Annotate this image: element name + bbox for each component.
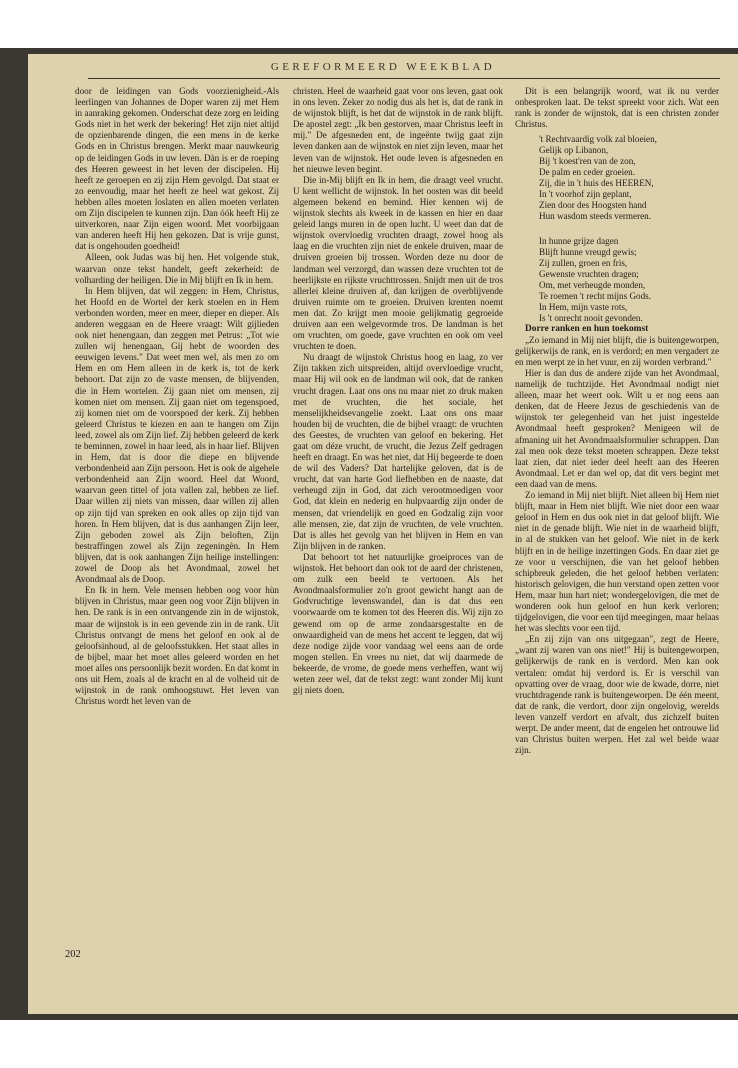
poem-line: De palm en ceder groeien. xyxy=(539,167,636,178)
poem-line: 't Rechtvaardig volk zal bloeien, xyxy=(539,134,657,145)
paragraph: Alleen, ook Judas was bij hen. Het volgende stuk, waarvan onze tekst handelt, geeft zekerheid: de volharding der heiligen. Die in Mij blijft en Ik in hem. xyxy=(75,252,279,285)
paragraph: In Hem blijven, dat wil zeggen: in Hem, Christus, het Hoofd en de Wortel der kerk stoelen en in Hem verbonden worden, meer en meer, dieper en dieper. Als anderen weggaan en de Heere vraagt: Wilt gijlieden ook niet henengaan, dan zeggen met Petrus: „Tot wie zullen wij henengaan, Gij hebt de woorden des eeuwigen levens." Dat weet men wel, als men zo om Hem en om Hem alleen in de kerk is, tot de kerk behoort. Dat zijn zo de vaste mensen, de blijvenden, die in Hem wortelen. Zij gaan niet om mensen, zij komen niet om mensen. Zij gaan niet om tegenspoed, zij komen niet om de voorspoed der kerk. Zij hebben geleerd Christus te kiezen en aan te hangen om Zijn leed, zowel als om Zijn lief. Zij hebben geleerd de kerk te beminnen, zowel in haar leed, als in haar lief. Blijven in Hem, dat is door die diepe en blijvende verbondenheid aan Zijn persoon. Het is ook de algehele verbondenheid aan Zijn woord. Heel dat Woord, waarvan geen tittel of jota vallen zal, hebben ze lief. Daar willen zij niets van missen, daar willen zij allen op zijn tijd van spreken en ook alles op zijn tijd van horen. In Hem blijven, dat is dus aanhangen Zijn leer, Zijn geboden zowel als Zijn beloften, Zijn bestraffingen zowel als Zijn zegeningèn. In Hem blijven, dat is ook aanhangen Zijn heilige instellingen: zowel de Doop als het Avondmaal, zowel het Avondmaal als de Doop. xyxy=(75,285,279,585)
paragraph: Hier is dan dus de andere zijde van het Avondmaal, namelijk de tuchtzijde. Het Avondmaal nodigt niet alleen, maar het weert ook. Wilt u er nog eens aan denken, dat de Heere Jezus de geschiedenis van de wijnstok ter gelegenheid van het juist ingestelde Avondmaal heeft gesproken? Menigeen wil de afmaning uit het Avondmaalsformulier schrappen. Dan zal men ook deze tekst moeten schrappen. Deze tekst laat zien, dat niet ieder deel heeft aan des Heeren Avondmaal. Let er dan wel op, dat dit vers begint met een daad van de mens. xyxy=(515,368,719,489)
page-number: 202 xyxy=(65,949,81,960)
poem-line: Te roemen 't recht mijns Gods. xyxy=(539,290,651,301)
paragraph: Zo iemand in Mij niet blijft. Niet alleen bij Hem niet blijft, maar in Hem niet blijft. Wie niet door een waar geloof in Hem en dus ook niet in dat geloof blijft. Wie niet in de genade blijft. Wie niet in de waarheid blijft, in al de stukken van het geloof. Wie niet in de kerk blijft en in de heilige inzettingen Gods. En daar ziet ge ze voor u verschijnen, die van het geloof hebben schipbreuk geleden, die het geloof hebben verlaten: historisch gelovigen, die hun verstand open zetten voor Hem, maar hun hart niet; wondergelovigen, die met de wonderen ook hun geloof en hun kerk verloren; tijdgelovigen, die voor een tijd meegingen, maar helaas het was slechts voor een tijd. xyxy=(515,490,719,634)
poem-line: Hun wasdom steeds vermeren. xyxy=(539,211,652,222)
poem-line: Zij zullen, groen en fris, xyxy=(539,257,628,268)
psalm-verse-1 xyxy=(539,134,719,222)
stanza-gap xyxy=(515,222,719,232)
column-1 xyxy=(75,86,279,707)
psalm-verse-2 xyxy=(539,236,719,324)
poem-line: In Hem, mijn vaste rots, xyxy=(539,301,628,312)
column-3 xyxy=(515,86,719,756)
paragraph: „Zo iemand in Mij niet blijft, die is buitengeworpen, gelijkerwijs de rank, en is verdord; en men vergadert ze en men werpt ze in het vuur, en zij worden verbrand." xyxy=(515,334,719,367)
paragraph: Die in-Mij blijft en Ik in hem, die draagt veel vrucht. U kent wellicht de wijnstok. In het oosten was dit beeld algemeen bekend en bemind. Hier kennen wij de wijnstok slechts als kweek in de kassen en hier en daar geleid langs muren in de open lucht. U weet dan dat de wijnstok overvloedig vruchten draagt, zowel hoog als laag en die vruchten zijn niet de enkele druiven, maar de druiven groeien bij trossen. Worden deze nu door de landman wel verzorgd, dan wassen deze vruchten tot de heerlijkste en rijkste vruchttrossen. Snijdt men uit de tros allerlei kleine druiven af, dan krijgen de overblijvende druiven ruimte om te groeien. Druiven krenten noemt men dat. Zo krijgt men mooie gelijkmatig gegroeide druiven aan een welgevormde tros. De landman is het om vruchten, om goede, gave vruchten en ook om veel vruchten te doen. xyxy=(293,174,503,352)
paragraph: Dat behoort tot het natuurlijke groeiproces van de wijnstok. Het behoort dan ook tot de aard der christenen, om zulk een beeld te vertonen. Als het Avondmaalsformulier zo'n groot gewicht hangt aan de Godvruchtige levenswandel, dan is dat dus een voorwaarde om te komen tot des Heeren dis. Wij zijn zo gewend om op de arme zondaarsgestalte en de onwaardigheid van de mens het accent te leggen, dat wij deze nodige zijde voor vandaag wel eens aan de orde mogen stellen. En vrees nu niet, dat wij daarmede de bekeerde, de vrome, de goede mens verheffen, want wij weten zeer wel, dat de tekst zegt: want zonder Mij kunt gij niets doen. xyxy=(293,551,503,696)
section-heading: Dorre ranken en hun toekomst xyxy=(525,323,649,334)
paragraph: door de leidingen van Gods voorzienigheid.-Als leerlingen van Johannes de Doper waren zij met Hem in aanraking gekomen. Onderschat deze zorg en leiding Gods niet in het werk der bekering! Het zijn niet altijd de opzienbarende dingen, die een mens in de kerke Gods en in Christus brengen. Merkt maar nauwkeurig op de leidingen Gods in uw leven. Dàn is er de roeping des Heeren geweest in het leven der discipelen. Hij heeft ze geroepen en zij zijn Hem gevolgd. Dat staat er zo eenvoudig, maar het heeft ze heel wat gekost. Zij hebben alles moeten loslaten en allen moeten verlaten om Zijn discipelen te kunnen zijn. Dan óók heeft Hij ze uitverkoren, naar Zijn eigen woord. Met voorbijgaan van anderen heeft Hij hen gekozen. Dat is vrije gunst, dat is ongehouden goedheid! xyxy=(75,86,279,252)
poem-line: Om, met verheugde monden, xyxy=(539,279,646,290)
paragraph: christen. Heel de waarheid gaat voor ons leven, gaat ook in ons leven. Zeker zo nodig dus als het is, dat de rank in de wijnstok blijft, is het dat de wijnstok in de rank blijft. De apostel zegt: „Ik ben gestorven, maar Christus leeft in mij." De afgesneden ent, de ingeënte twijg gaat zijn leven danken aan de wijnstok en niet zijn leven, maar het leven van de wijnstok. Het oude leven is afgesneden en het nieuwe leven begint. xyxy=(293,86,503,174)
poem-line: Gewenste vruchten dragen; xyxy=(539,268,639,279)
masthead-title: GEREFORMEERD WEEKBLAD xyxy=(270,61,496,73)
poem-line: In hunne grijze dagen xyxy=(539,236,619,246)
paragraph: En Ik in hem. Vele mensen hebben oog voor hùn blijven in Christus, maar geen oog voor Zijn blijven in hen. De rank is in een ontvangende zin in de wijnstok, maar de wijnstok is in een gevende zin in de rank. Uit Christus ontvangt de mens het geloof en ook al de geloofsinhoud, al de geloofsstukken. Het staat alles in de bijbel, maar het moet alles geleerd worden en het moet alles ons persoonlijk bezit worden. En dat komt in ons uit Hem, zoals al de kracht en al de volheid uit de wijnstok in de rank omhoogstuwt. Het leven van Christus wordt het leven van de xyxy=(75,585,279,707)
poem-line: Gelijk op Libanon, xyxy=(539,145,609,156)
poem-line: In 't voorhof zijn geplant, xyxy=(539,189,632,200)
poem-line: Blijft hunne vreugd gewis; xyxy=(539,246,637,257)
poem-line: Is 't onrecht nooit gevonden. xyxy=(539,312,643,323)
newspaper-page xyxy=(28,54,738,1014)
poem-line: Zij, die in 't huis des HEEREN, xyxy=(539,178,654,189)
paragraph: Nu draagt de wijnstok Christus hoog en laag, zo ver Zijn takken zich uitspreiden, altijd overvloedige vrucht, maar Hij wil ook en de landman wil ook, dat de ranken vrucht dragen. Laat ons ons nu maar niet zo druk maken met de vruchten, die het sociale, het menselijkheidsevangelie zoekt. Laat ons ons maar houden bij de vruchten, die de bijbel vraagt: de vruchten des Geestes, de vruchten van geloof en bekering. Het gaat om déze vrucht, de vrucht, die Jezus Zelf gedragen heeft en draagt. En was het niet, dat Hij begeerde te doen de wil des Vaders? Dat hartelijke geloven, dat is de vrucht, dat van harte God liefhebben en de naaste, dat verheugd zijn in God, dat zich verootmoedigen voor God, dat klein en nederig en hulpvaardig zijn onder de mensen, dat vriendelijk en goed en Godzalig zijn voor alle mensen, zie, dat zijn de vruchten, de vele vruchten. Dat is alles het gevolg van het blijven in Hem en van Zijn blijven in de ranken. xyxy=(293,352,503,551)
poem-line: Zien door des Hoogsten hand xyxy=(539,200,647,211)
paragraph: Dit is een belangrijk woord, wat ik nu verder onbesproken laat. De tekst spreekt voor zich. Wat een rank is zonder de wijnstok, dat is een christen zonder Christus. xyxy=(515,86,719,130)
header-rule xyxy=(88,78,720,79)
paragraph: „En zij zijn van ons uitgegaan", zegt de Heere, „want zij waren van ons niet!" Hij is buitengeworpen, gelijkerwijs de rank en is verdord. Men kan ook vertalen: omdat hij verdord is. Er is verschil van opvatting over de vraag, door wie de kwade, dorre, niet vruchtdragende rank is buitengeworpen. De één meent, dat de rank, die verdort, door zijn ongelovig, werelds leven vanzelf verdort en afvalt, dus zichzelf buiten werpt. De ander meent, dat de engelen het ontrouwe lid van Christus buiten werpen. Het zal wel beide waar zijn. xyxy=(515,634,719,756)
poem-line: Bij 't koest'ren van de zon, xyxy=(539,156,636,167)
column-2 xyxy=(293,86,503,696)
